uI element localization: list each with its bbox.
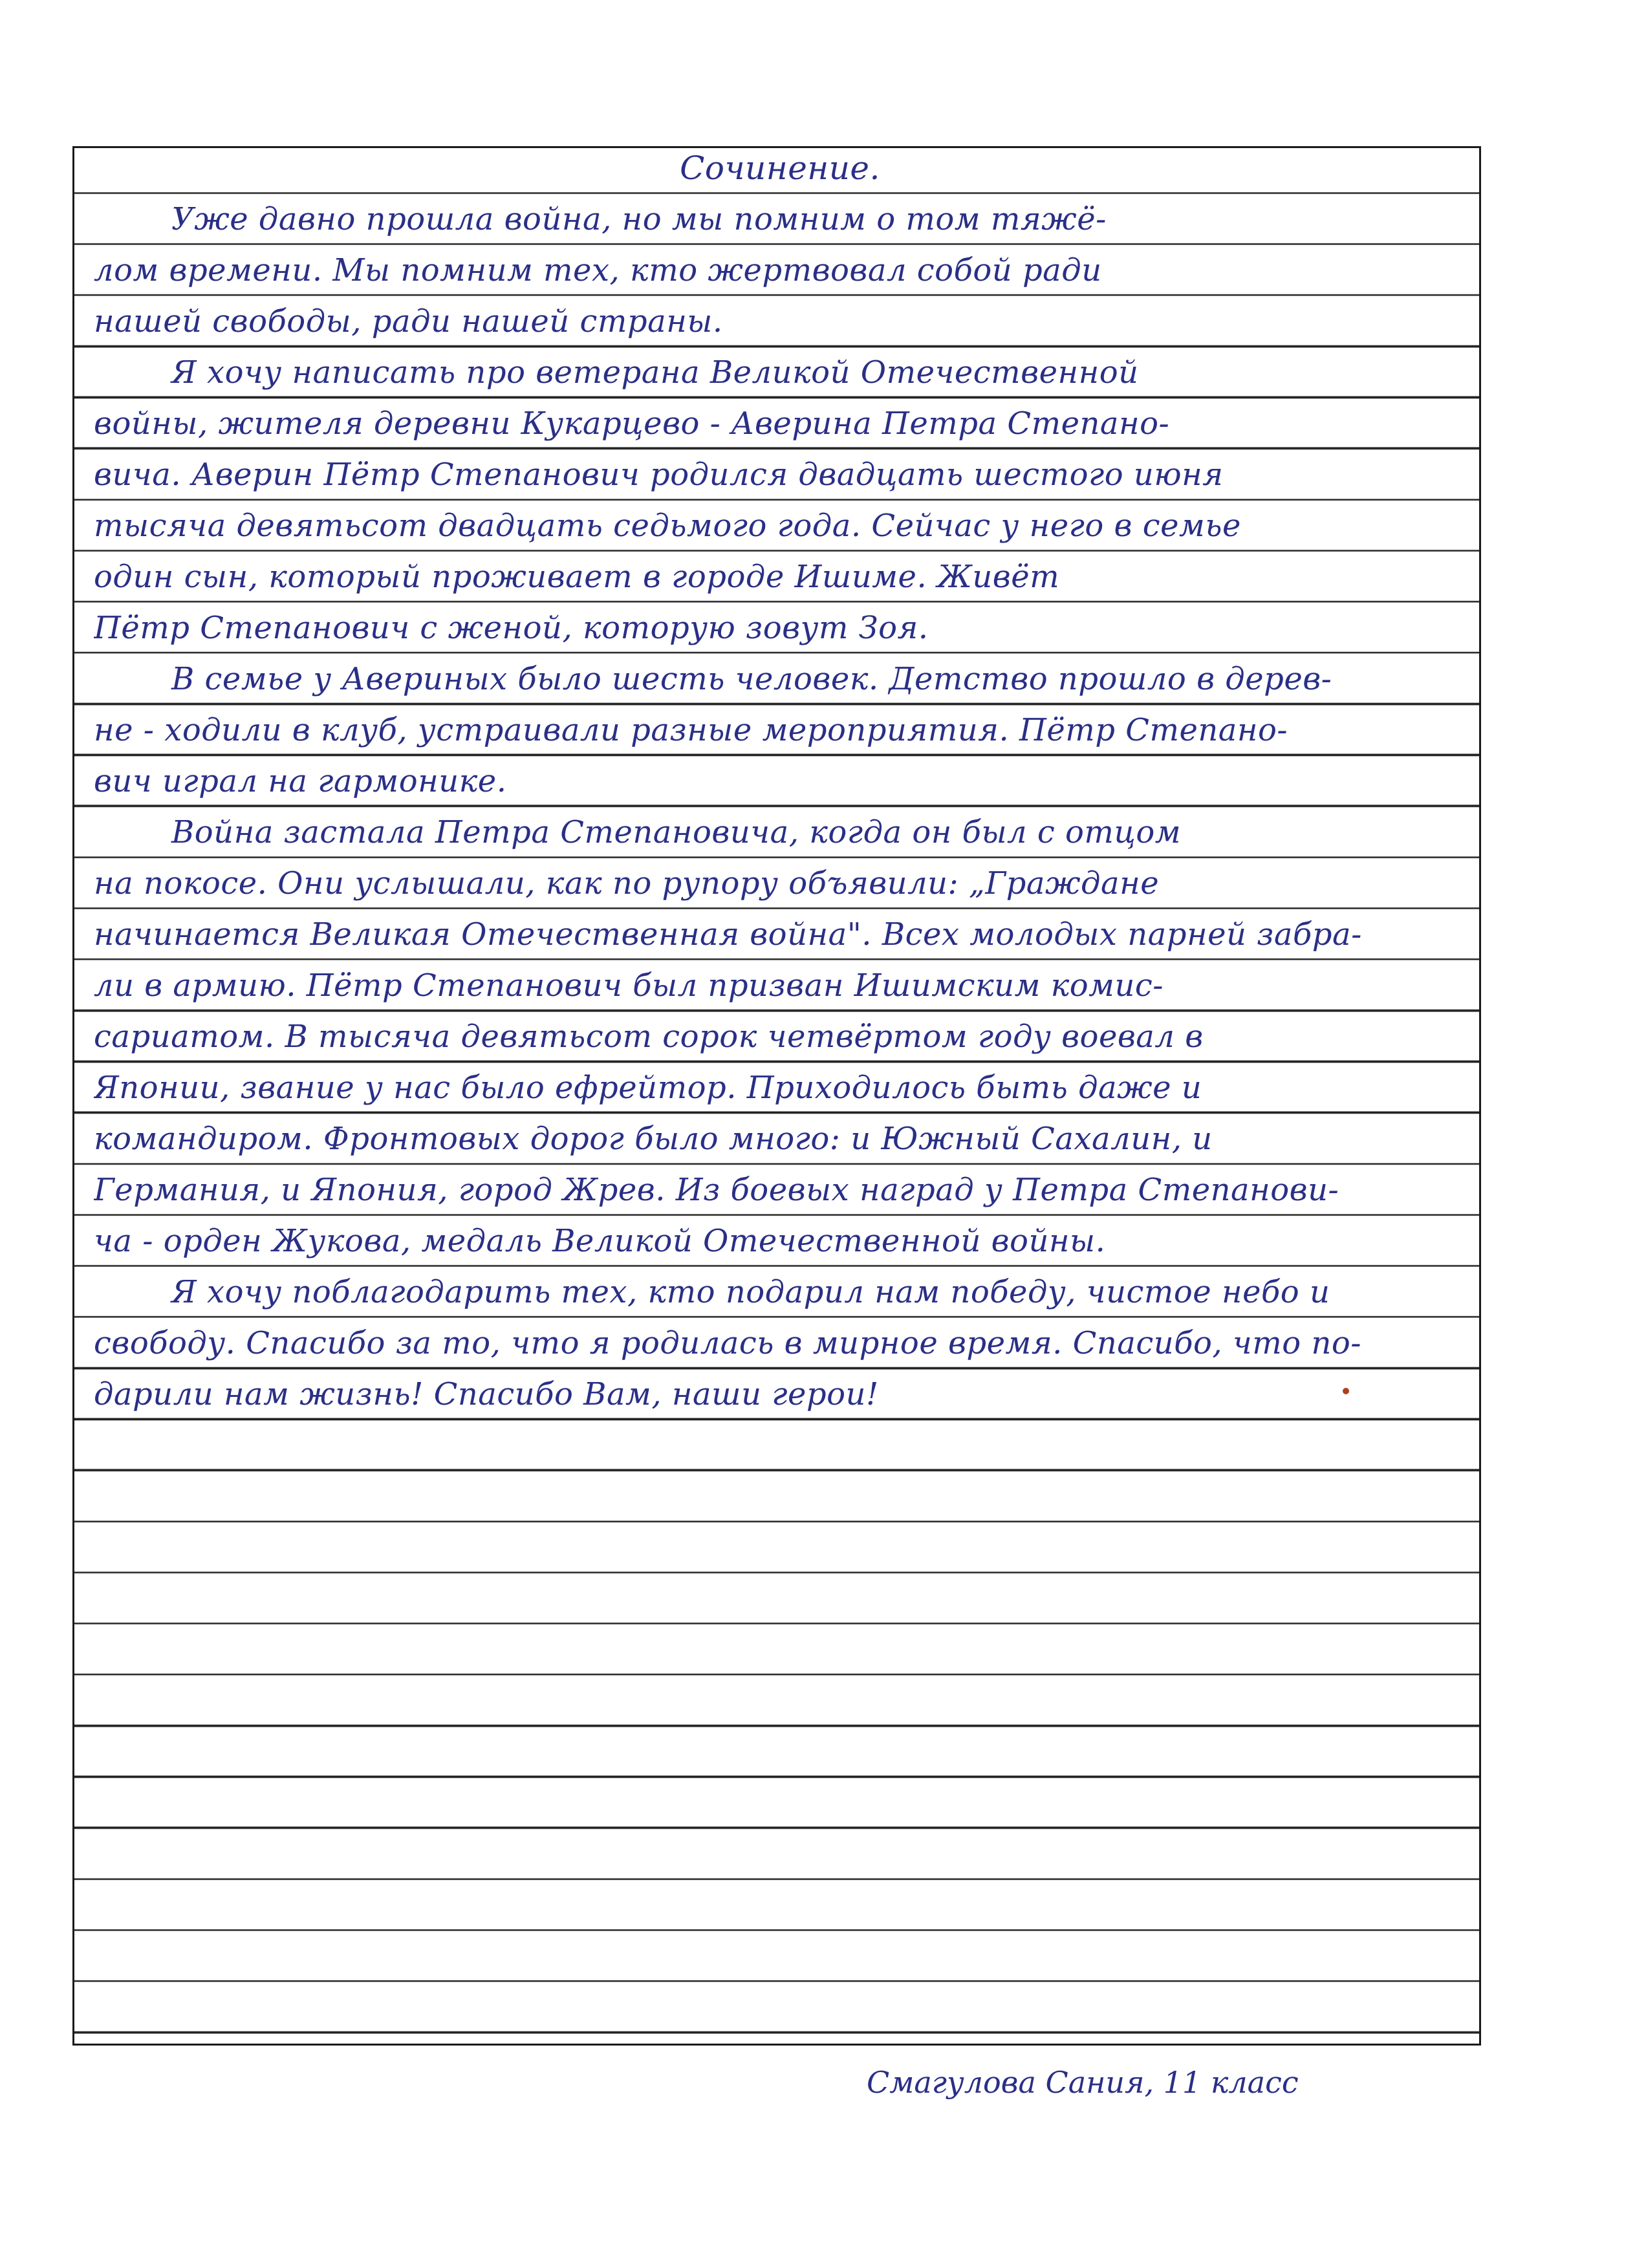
text-line-13: Война застала Петра Степановича, когда он был с отцом — [171, 814, 1182, 850]
text-line-22: Я хочу поблагодарить тех, кто подарил нам победу, чистое небо и — [171, 1274, 1330, 1310]
author-signature: Смагулова Сания, 11 класс — [867, 2065, 1299, 2100]
essay-title: Сочинение. — [680, 149, 880, 187]
lined-sheet — [72, 146, 1481, 2046]
text-line-24: дарили нам жизнь! Спасибо Вам, наши герои! — [94, 1376, 879, 1412]
text-line-1: Уже давно прошла война, но мы помним о том тяжё- — [171, 201, 1107, 237]
text-line-19: командиром. Фронтовых дорог было много: и Южный Сахалин, и — [94, 1121, 1213, 1157]
text-line-18: Японии, звание у нас было ефрейтор. Приходилось быть даже и — [94, 1070, 1202, 1106]
text-line-8: один сын, который проживает в городе Ишиме. Живёт — [94, 559, 1060, 595]
text-line-23: свободу. Спасибо за то, что я родилась в мирное время. Спасибо, что по- — [94, 1325, 1361, 1361]
text-line-9: Пётр Степанович с женой, которую зовут Зоя. — [94, 610, 929, 646]
text-line-6: вича. Аверин Пётр Степанович родился двадцать шестого июня — [94, 457, 1224, 493]
text-line-21: ча - орден Жукова, медаль Великой Отечественной войны. — [94, 1223, 1106, 1259]
text-line-4: Я хочу написать про ветерана Великой Отечественной — [171, 354, 1139, 391]
text-line-2: лом времени. Мы помним тех, кто жертвовал собой ради — [94, 252, 1102, 288]
text-line-11: не - ходили в клуб, устраивали разные мероприятия. Пётр Степано- — [94, 712, 1288, 748]
ink-spot — [1343, 1388, 1349, 1394]
text-line-15: начинается Великая Отечественная война". Всех молодых парней забра- — [94, 916, 1362, 953]
text-line-10: В семье у Авериных было шесть человек. Детство прошло в дерев- — [171, 661, 1332, 697]
text-line-16: ли в армию. Пётр Степанович был призван Ишимским комис- — [94, 967, 1164, 1004]
text-line-7: тысяча девятьсот двадцать седьмого года. Сейчас у него в семье — [94, 508, 1241, 544]
text-line-20: Германия, и Япония, город Жрев. Из боевых наград у Петра Степанови- — [94, 1172, 1339, 1208]
text-line-5: войны, жителя деревни Кукарцево - Аверина Петра Степано- — [94, 405, 1170, 442]
text-line-3: нашей свободы, ради нашей страны. — [94, 303, 723, 340]
text-line-12: вич играл на гармонике. — [94, 763, 507, 799]
text-line-14: на покосе. Они услышали, как по рупору объявили: „Граждане — [94, 865, 1160, 902]
text-line-17: сариатом. В тысяча девятьсот сорок четвёртом году воевал в — [94, 1019, 1204, 1055]
